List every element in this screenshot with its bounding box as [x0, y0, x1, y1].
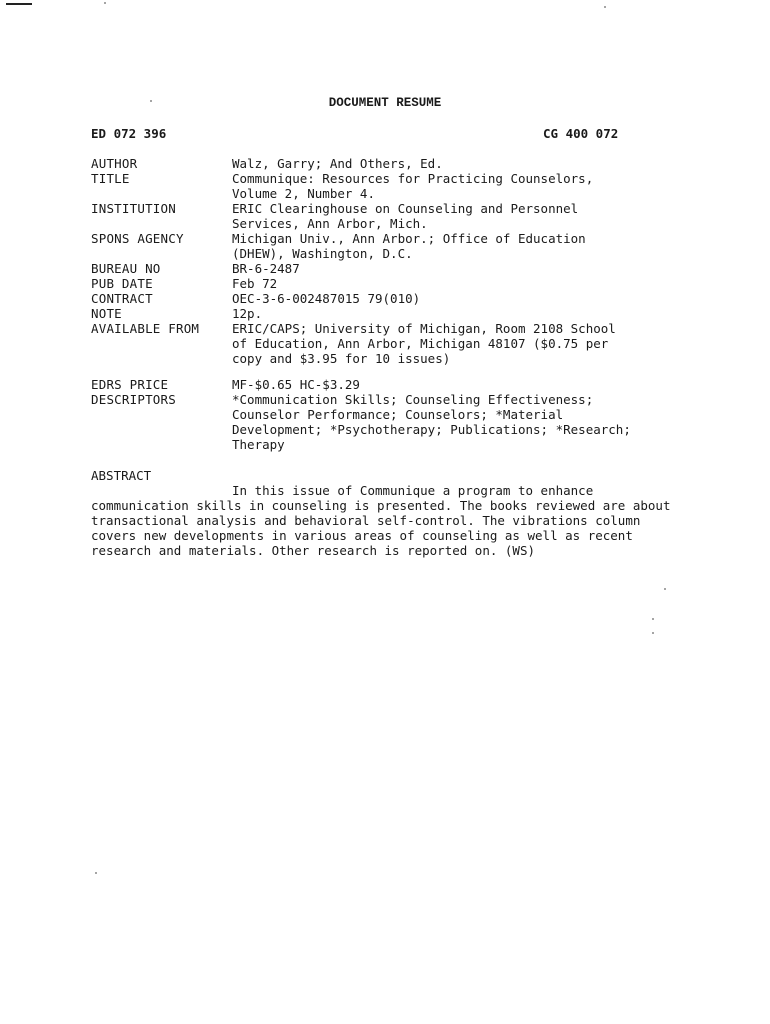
field-label: BUREAU NO	[91, 261, 161, 276]
field-label: AVAILABLE FROM	[91, 321, 200, 336]
field-label: DESCRIPTORS	[91, 392, 176, 407]
scan-speck	[604, 6, 606, 8]
ed-number: ED 072 396	[91, 126, 167, 141]
field-label: INSTITUTION	[91, 201, 176, 216]
field-row	[91, 171, 711, 201]
field-row	[91, 392, 711, 452]
field-group-pricing	[91, 377, 711, 452]
field-row	[91, 156, 711, 171]
field-row	[91, 377, 711, 392]
scan-speck	[652, 632, 654, 634]
cg-number: CG 400 072	[543, 126, 619, 141]
field-row	[91, 231, 711, 261]
field-label: NOTE	[91, 306, 122, 321]
field-row	[91, 261, 711, 276]
abstract-text: In this issue of Communique a program to enhance communication skills in counseling is presented. The books reviewed are about transactional analysis and behavioral self-control. The vibrations column covers new developments in various areas of counseling as well as recent research and materials. Other research is reported on. (WS)	[91, 483, 671, 558]
field-label: CONTRACT	[91, 291, 153, 306]
field-value: Communique: Resources for Practicing Counselors, Volume 2, Number 4.	[232, 171, 594, 201]
document-title: DOCUMENT RESUME	[328, 96, 442, 110]
field-group-divider	[91, 366, 711, 377]
field-row	[91, 201, 711, 231]
field-row	[91, 276, 711, 291]
scan-mark	[6, 3, 32, 5]
field-value: BR-6-2487	[232, 261, 300, 276]
field-value: OEC-3-6-002487015 79(010)	[232, 291, 421, 306]
field-label: AUTHOR	[91, 156, 138, 171]
field-label: SPONS AGENCY	[91, 231, 184, 246]
field-row	[91, 306, 711, 321]
scan-speck	[664, 588, 666, 590]
scan-speck	[104, 2, 106, 4]
field-value: MF-$0.65 HC-$3.29	[232, 377, 360, 392]
field-value: *Communication Skills; Counseling Effectiveness; Counselor Performance; Counselors; *Material Development; *Psychotherapy; Publications; *Research; Therapy	[232, 392, 631, 452]
field-value: Michigan Univ., Ann Arbor.; Office of Education (DHEW), Washington, D.C.	[232, 231, 586, 261]
abstract-label: ABSTRACT	[91, 468, 152, 483]
field-value: ERIC/CAPS; University of Michigan, Room 2108 School of Education, Ann Arbor, Michigan 48107 ($0.75 per copy and $3.95 for 10 issues)	[232, 321, 616, 366]
field-value: Feb 72	[232, 276, 278, 291]
scan-speck	[652, 618, 654, 620]
field-value: Walz, Garry; And Others, Ed.	[232, 156, 443, 171]
field-label: TITLE	[91, 171, 130, 186]
scan-speck	[95, 872, 97, 874]
field-value: 12p.	[232, 306, 263, 321]
field-group-publication	[91, 156, 711, 366]
field-value: ERIC Clearinghouse on Counseling and Personnel Services, Ann Arbor, Mich.	[232, 201, 579, 231]
field-row	[91, 291, 711, 306]
field-label: EDRS PRICE	[91, 377, 169, 392]
bibliographic-fields	[91, 156, 711, 452]
field-row	[91, 321, 711, 366]
field-label: PUB DATE	[91, 276, 153, 291]
